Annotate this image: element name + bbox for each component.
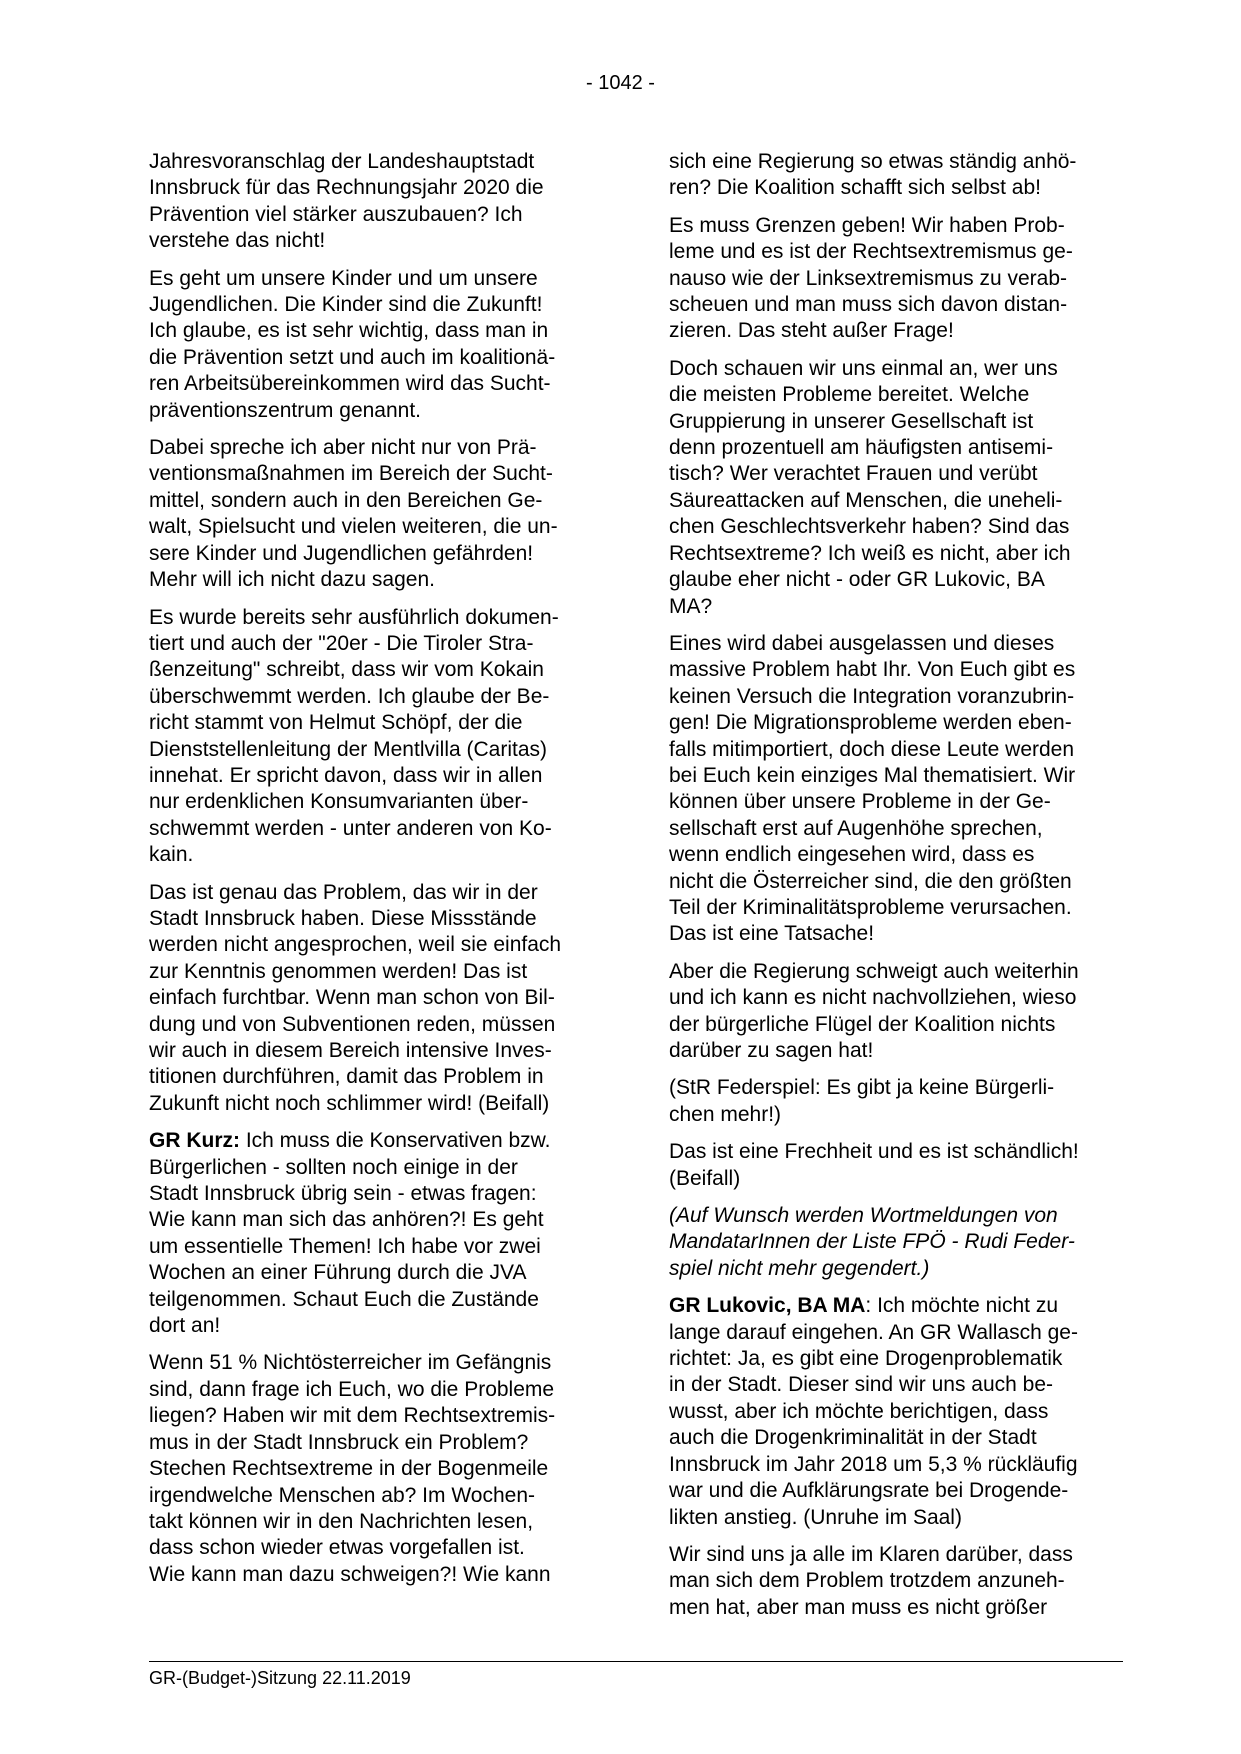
- text-line: verstehe das nicht!: [149, 229, 326, 253]
- speaker-name: GR Kurz:: [149, 1129, 240, 1153]
- text-line: scheuen und man muss sich davon distan-: [669, 293, 1068, 317]
- text-line: Mehr will ich nicht dazu sagen.: [149, 568, 435, 592]
- text-line: Stadt Innsbruck übrig sein - etwas fragen:: [149, 1182, 537, 1206]
- text-line: nur erdenklichen Konsumvarianten über-: [149, 790, 529, 814]
- text-line: der bürgerliche Flügel der Koalition nichts: [669, 1012, 1056, 1036]
- text-line: ventionsmaßnahmen im Bereich der Sucht-: [149, 462, 553, 486]
- text-line: teilgenommen. Schaut Euch die Zustände: [149, 1287, 539, 1311]
- text-line: Stadt Innsbruck haben. Diese Missstände: [149, 906, 537, 930]
- text-line: Dabei spreche ich aber nicht nur von Prä-: [149, 436, 537, 460]
- text-line: Wie kann man dazu schweigen?! Wie kann: [149, 1562, 551, 1586]
- text-line: richtet: Ja, es gibt eine Drogenproblematik: [669, 1347, 1063, 1371]
- text-line: sere Kinder und Jugendlichen gefährden!: [149, 541, 534, 565]
- text-line: Eines wird dabei ausgelassen und dieses: [669, 631, 1055, 655]
- paragraph: [149, 880, 604, 1118]
- text-line: MandatarInnen der Liste FPÖ - Rudi Feder-: [669, 1230, 1075, 1254]
- text-line: Rechtsextreme? Ich weiß es nicht, aber ich: [669, 541, 1071, 565]
- text-line: glaube eher nicht - oder GR Lukovic, BA: [669, 568, 1045, 592]
- text-line: (Beifall): [669, 1166, 741, 1190]
- text-line: und ich kann es nicht nachvollziehen, wieso: [669, 986, 1077, 1010]
- paragraph: [669, 959, 1124, 1065]
- text-line: Es wurde bereits sehr ausführlich dokumen-: [149, 605, 559, 629]
- paragraph: [669, 1203, 1124, 1282]
- text-line: MA?: [669, 594, 713, 618]
- text-line: die meisten Probleme bereitet. Welche: [669, 383, 1030, 407]
- text-line: Stechen Rechtsextreme in der Bogenmeile: [149, 1457, 549, 1481]
- text-line: liegen? Haben wir mit dem Rechtsextremis-: [149, 1404, 556, 1428]
- paragraph: [669, 1139, 1124, 1192]
- text-line: sind, dann frage ich Euch, wo die Probleme: [149, 1377, 555, 1401]
- text-line: wusst, aber ich möchte berichtigen, dass: [669, 1399, 1049, 1423]
- paragraph: [669, 631, 1124, 948]
- text-line: einfach furchtbar. Wenn man schon von Bil-: [149, 986, 555, 1010]
- text-line: Säureattacken auf Menschen, die uneheli-: [669, 488, 1063, 512]
- text-line: präventionszentrum genannt.: [149, 398, 422, 422]
- text-line: die Prävention setzt und auch im koalitionä-: [149, 345, 556, 369]
- paragraph: [149, 435, 604, 593]
- text-line: mittel, sondern auch in den Bereichen Ge-: [149, 488, 543, 512]
- text-line: darüber zu sagen hat!: [669, 1039, 874, 1062]
- text-line: walt, Spielsucht und vielen weiteren, die un-: [149, 515, 558, 539]
- paragraph: [149, 1128, 604, 1339]
- text-line: Wie kann man sich das anhören?! Es geht: [149, 1208, 544, 1232]
- text-line: massive Problem habt Ihr. Von Euch gibt es: [669, 658, 1076, 682]
- text-line: Es geht um unsere Kinder und um unsere: [149, 266, 538, 290]
- paragraph: [149, 149, 604, 255]
- text-line: man sich dem Problem trotzdem anzuneh-: [669, 1569, 1065, 1593]
- text-line: ren Arbeitsübereinkommen wird das Sucht-: [149, 372, 551, 396]
- text-line: Jahresvoranschlag der Landeshauptstadt: [149, 150, 535, 173]
- text-line: richt stammt von Helmut Schöpf, der die: [149, 711, 523, 735]
- text-line: irgendwelche Menschen ab? Im Wochen-: [149, 1483, 535, 1507]
- paragraph: [669, 1542, 1124, 1621]
- text-line: nauso wie der Linksextremismus zu verab-: [669, 266, 1067, 290]
- text-line: dung und von Subventionen reden, müssen: [149, 1012, 556, 1036]
- text-line: lange darauf eingehen. An GR Wallasch ge-: [669, 1320, 1078, 1344]
- text-line: in der Stadt. Dieser sind wir uns auch be-: [669, 1373, 1054, 1397]
- paragraph: [669, 356, 1124, 620]
- text-line: Das ist eine Tatsache!: [669, 922, 875, 946]
- paragraph: [149, 266, 604, 424]
- text-line: um essentielle Themen! Ich habe vor zwei: [149, 1234, 541, 1258]
- text-line: zur Kenntnis genommen werden! Das ist: [149, 959, 528, 983]
- text-line: werden nicht angesprochen, weil sie einfach: [149, 933, 562, 957]
- text-line: Aber die Regierung schweigt auch weiterhin: [669, 959, 1079, 983]
- text-line: können über unsere Probleme in der Ge-: [669, 790, 1051, 814]
- text-line: nicht die Österreicher sind, die den größten: [669, 869, 1072, 893]
- text-line: : Ich möchte nicht zu: [865, 1294, 1058, 1318]
- text-line: (StR Federspiel: Es gibt ja keine Bürgerli-: [669, 1076, 1055, 1100]
- text-line: wenn endlich eingesehen wird, dass es: [669, 843, 1035, 867]
- right-column: [669, 149, 1124, 1621]
- text-line: tiert und auch der "20er - Die Tiroler Stra-: [149, 631, 534, 655]
- footer-rule: [149, 1661, 1123, 1662]
- text-line: Prävention viel stärker auszubauen? Ich: [149, 202, 523, 226]
- text-line: innehat. Er spricht davon, dass wir in allen: [149, 763, 543, 787]
- page-number: - 1042 -: [586, 72, 655, 94]
- paragraph: [669, 213, 1124, 345]
- left-column: [149, 149, 604, 1588]
- text-line: bei Euch kein einziges Mal thematisiert. Wir: [669, 763, 1076, 787]
- text-line: spiel nicht mehr gegendert.): [669, 1256, 930, 1280]
- text-line: likten anstieg. (Unruhe im Saal): [669, 1505, 962, 1529]
- text-line: takt können wir in den Nachrichten lesen,: [149, 1509, 534, 1533]
- text-line: chen mehr!): [669, 1102, 782, 1126]
- text-line: Wochen an einer Führung durch die JVA: [149, 1261, 527, 1285]
- text-line: Doch schauen wir uns einmal an, wer uns: [669, 356, 1058, 380]
- text-line: (Auf Wunsch werden Wortmeldungen von: [669, 1204, 1058, 1228]
- text-line: titionen durchführen, damit das Problem in: [149, 1065, 544, 1089]
- text-line: wir auch in diesem Bereich intensive Inves-: [149, 1039, 552, 1062]
- text-line: gen! Die Migrationsprobleme werden eben-: [669, 711, 1072, 735]
- text-line: dort an!: [149, 1314, 221, 1338]
- text-line: Wenn 51 % Nichtösterreicher im Gefängnis: [149, 1351, 552, 1375]
- text-line: Innsbruck für das Rechnungsjahr 2020 die: [149, 176, 544, 200]
- text-line: men hat, aber man muss es nicht größer: [669, 1595, 1048, 1619]
- text-line: sellschaft erst auf Augenhöhe sprechen,: [669, 816, 1043, 840]
- footer-session-label: GR-(Budget-)Sitzung 22.11.2019: [149, 1668, 411, 1688]
- text-line: keinen Versuch die Integration voranzubrin-: [669, 684, 1075, 708]
- text-line: Bürgerlichen - sollten noch einige in der: [149, 1155, 518, 1179]
- text-line: Jugendlichen. Die Kinder sind die Zukunft!: [149, 293, 543, 317]
- text-line: mus in der Stadt Innsbruck ein Problem?: [149, 1430, 529, 1454]
- text-line: Es muss Grenzen geben! Wir haben Prob-: [669, 213, 1065, 237]
- text-line: Wir sind uns ja alle im Klaren darüber, dass: [669, 1542, 1073, 1566]
- text-line: Ich glaube, es ist sehr wichtig, dass man in: [149, 319, 549, 343]
- text-line: denn prozentuell am häufigsten antisemi-: [669, 436, 1054, 460]
- text-line: Teil der Kriminalitätsprobleme verursachen.: [669, 895, 1072, 919]
- paragraph: [149, 605, 604, 869]
- text-line: Gruppierung in unserer Gesellschaft ist: [669, 409, 1034, 433]
- text-line: Ich muss die Konservativen bzw.: [240, 1129, 551, 1153]
- text-line: dass schon wieder etwas vorgefallen ist.: [149, 1536, 525, 1560]
- text-line: auch die Drogenkriminalität in der Stadt: [669, 1426, 1037, 1450]
- text-line: schwemmt werden - unter anderen von Ko-: [149, 816, 552, 840]
- paragraph: [149, 1350, 604, 1588]
- text-line: leme und es ist der Rechtsextremismus ge-: [669, 240, 1073, 264]
- text-line: sich eine Regierung so etwas ständig anhö-: [669, 150, 1077, 173]
- text-line: ßenzeitung" schreibt, dass wir vom Kokain: [149, 658, 544, 682]
- text-line: chen Geschlechtsverkehr haben? Sind das: [669, 515, 1070, 539]
- text-line: Dienststellenleitung der Mentlvilla (Caritas): [149, 737, 547, 761]
- text-line: war und die Aufklärungsrate bei Drogende-: [669, 1479, 1069, 1503]
- text-line: falls mitimportiert, doch diese Leute werden: [669, 737, 1075, 761]
- text-line: ren? Die Koalition schafft sich selbst ab!: [669, 176, 1041, 200]
- paragraph: [669, 1075, 1124, 1128]
- text-line: Das ist genau das Problem, das wir in der: [149, 880, 538, 904]
- paragraph: [669, 149, 1124, 202]
- text-line: Innsbruck im Jahr 2018 um 5,3 % rückläufig: [669, 1452, 1078, 1476]
- text-line: zieren. Das steht außer Frage!: [669, 319, 954, 343]
- text-line: tisch? Wer verachtet Frauen und verübt: [669, 462, 1038, 486]
- text-line: überschwemmt werden. Ich glaube der Be-: [149, 684, 550, 708]
- paragraph: [669, 1293, 1124, 1531]
- text-line: kain.: [149, 843, 194, 867]
- text-line: Das ist eine Frechheit und es ist schändlich!: [669, 1140, 1079, 1164]
- speaker-name: GR Lukovic, BA MA: [669, 1294, 866, 1318]
- text-line: Zukunft nicht noch schlimmer wird! (Beifall): [149, 1091, 550, 1115]
